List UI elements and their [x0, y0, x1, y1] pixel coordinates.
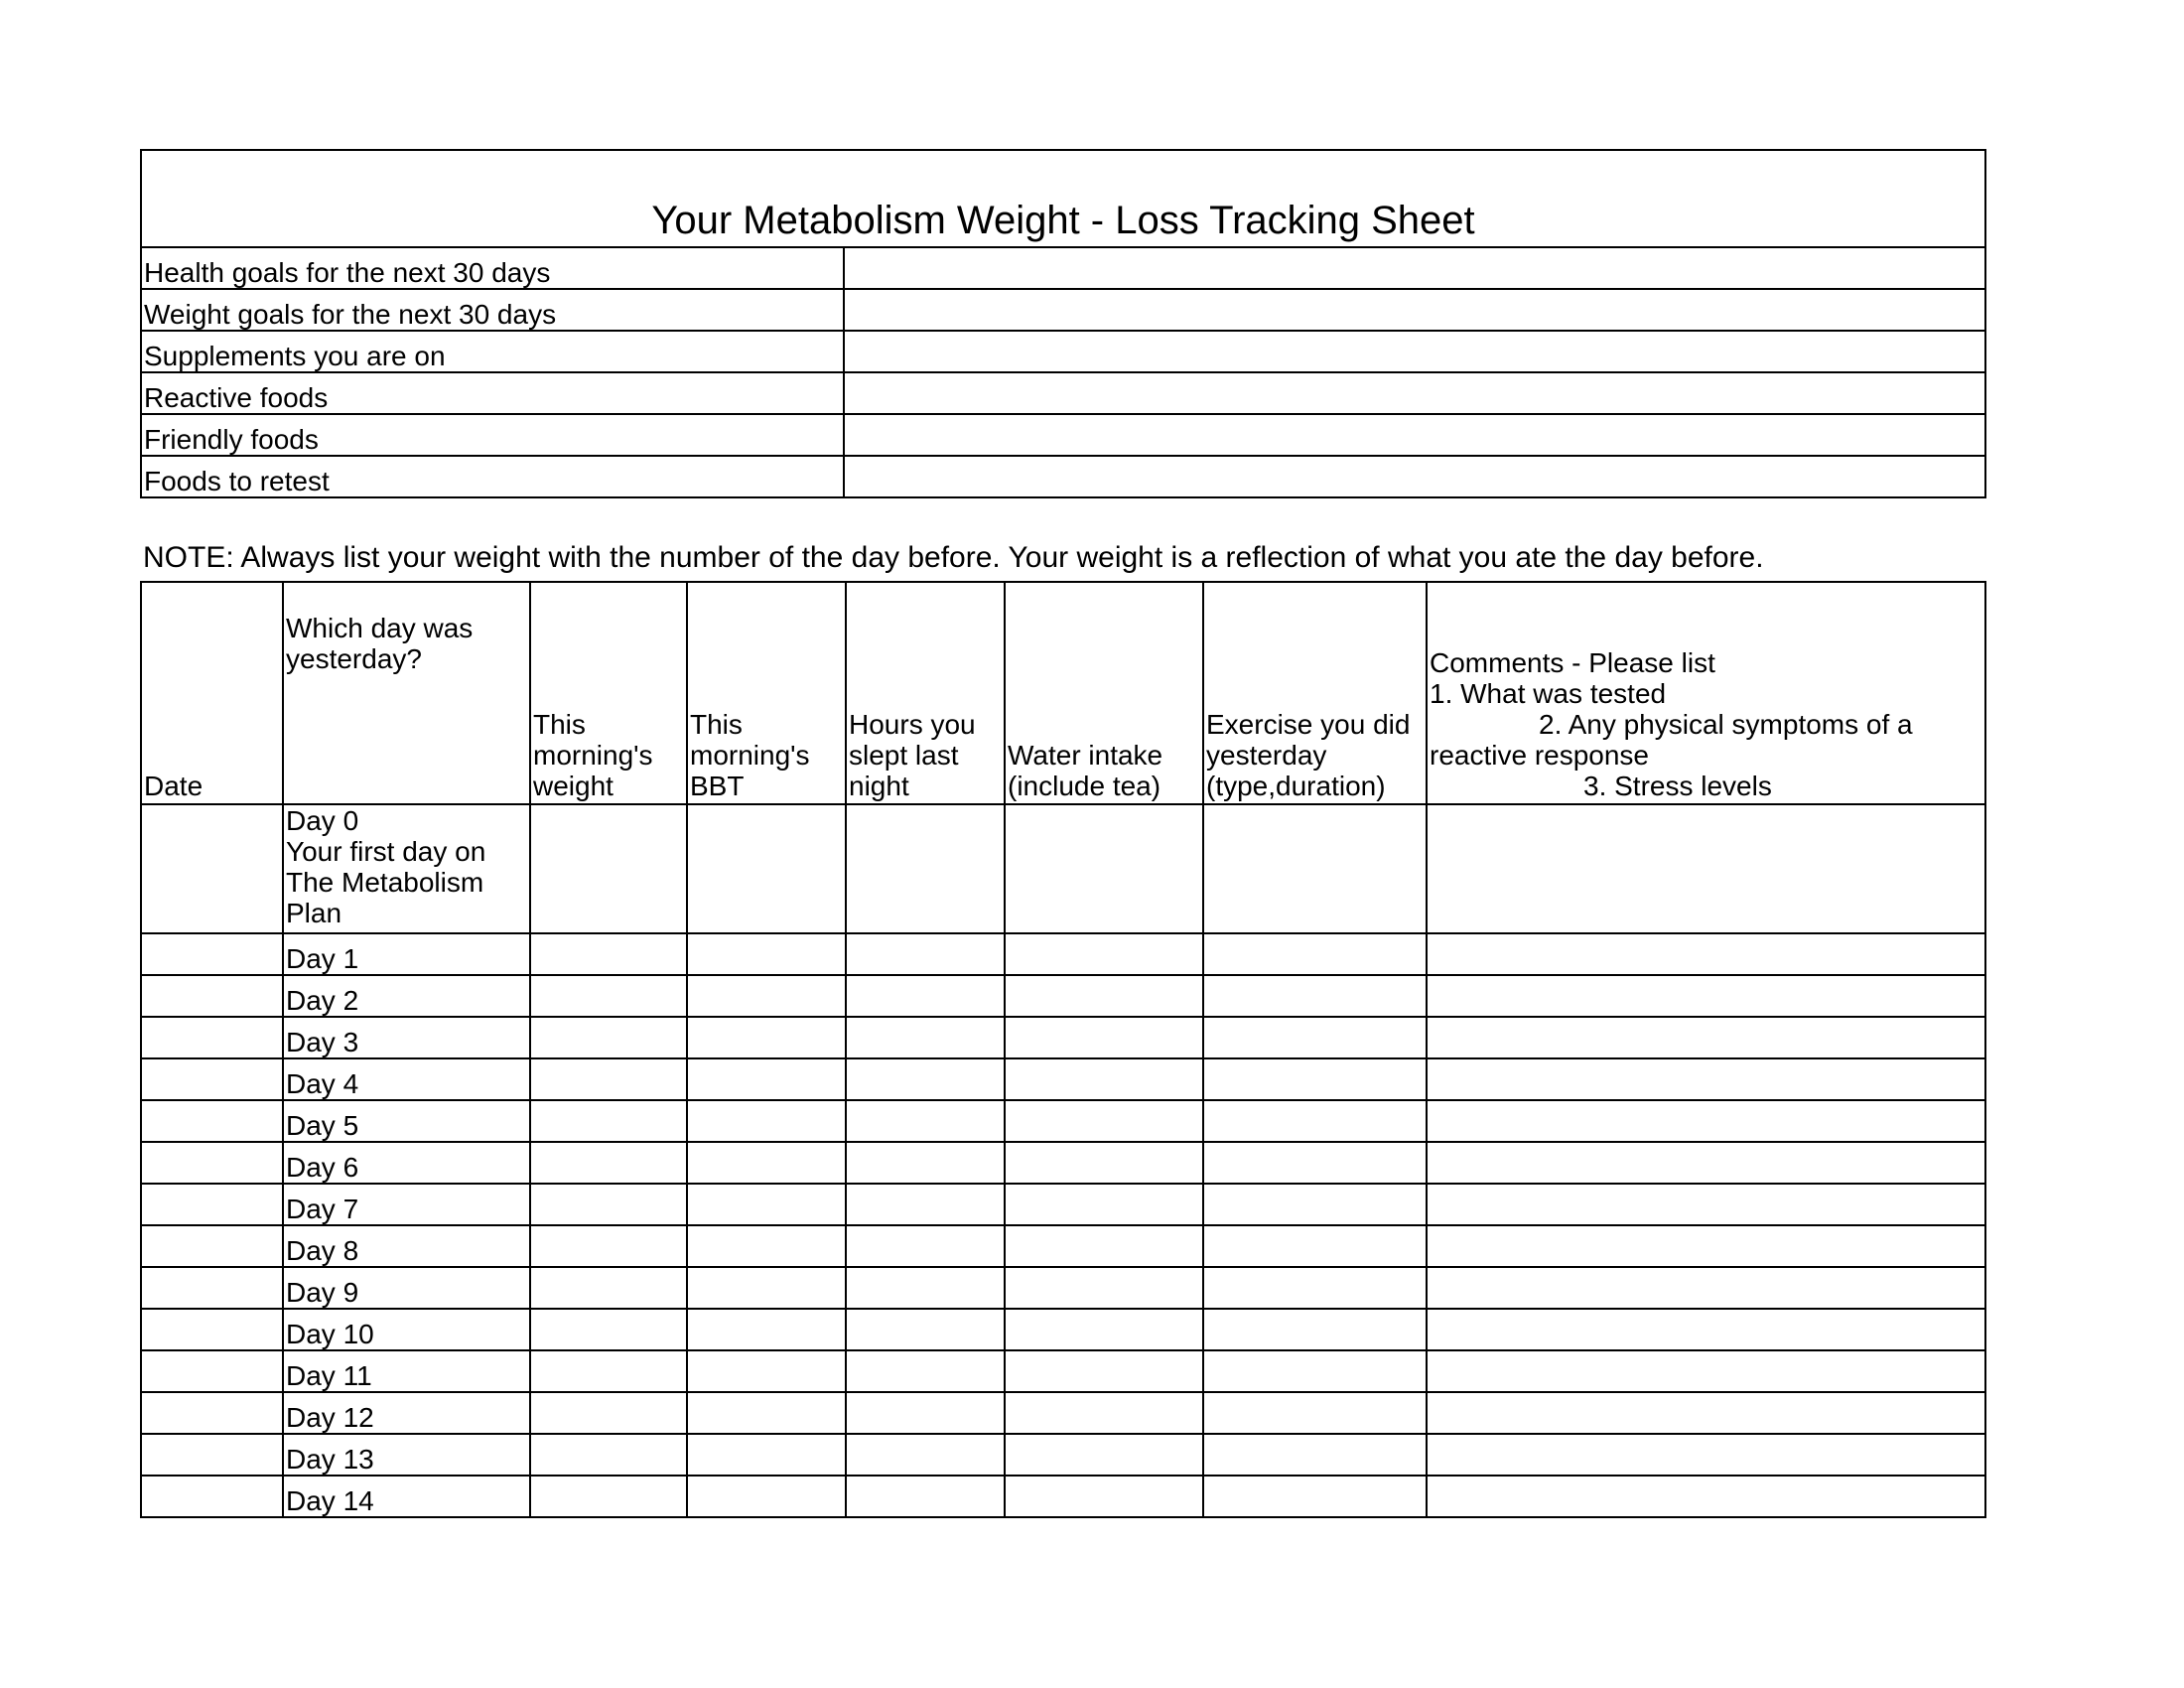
comments-cell[interactable] [1427, 1225, 1985, 1267]
header-comments-line: reactive response [1430, 740, 1650, 771]
comments-cell[interactable] [1427, 1309, 1985, 1350]
header-which-day-line: Which day was [286, 613, 474, 643]
comments-cell[interactable] [1427, 1350, 1985, 1392]
bbt-cell[interactable] [687, 1434, 846, 1476]
goal-row [141, 372, 1985, 414]
water-cell[interactable] [1005, 1058, 1203, 1100]
table-row [141, 1225, 1985, 1267]
sleep-cell[interactable] [846, 1142, 1005, 1184]
header-water [1005, 582, 1203, 804]
weight-cell[interactable] [530, 1267, 687, 1309]
comments-cell[interactable] [1427, 1434, 1985, 1476]
water-cell[interactable] [1005, 1434, 1203, 1476]
date-cell[interactable] [141, 1225, 283, 1267]
which-day-cell: Day 6 [283, 1142, 530, 1184]
comments-cell[interactable] [1427, 1142, 1985, 1184]
goals-table [140, 149, 1986, 498]
goal-label: Supplements you are on [141, 331, 844, 372]
which-day-cell: Day 7 [283, 1184, 530, 1225]
goal-label: Foods to retest [141, 456, 844, 497]
goal-row [141, 456, 1985, 497]
header-comments-line: 2. Any physical symptoms of a [1539, 709, 1913, 740]
bbt-cell[interactable] [687, 1309, 846, 1350]
weight-cell[interactable] [530, 1058, 687, 1100]
header-sleep [846, 582, 1005, 804]
sleep-cell[interactable] [846, 975, 1005, 1017]
header-bbt [687, 582, 846, 804]
water-cell[interactable] [1005, 1142, 1203, 1184]
header-sleep-line: Hours you [849, 709, 976, 740]
sleep-cell[interactable] [846, 1392, 1005, 1434]
header-which-day [283, 582, 530, 804]
water-cell[interactable] [1005, 1100, 1203, 1142]
bbt-cell[interactable] [687, 1350, 846, 1392]
goal-value-field[interactable] [844, 289, 1985, 331]
date-cell[interactable] [141, 933, 283, 975]
bbt-cell[interactable] [687, 1017, 846, 1058]
exercise-cell[interactable] [1203, 1225, 1427, 1267]
bbt-cell[interactable] [687, 1225, 846, 1267]
header-row [141, 582, 1985, 804]
date-cell[interactable] [141, 804, 283, 933]
which-day-cell: Day 5 [283, 1100, 530, 1142]
date-cell[interactable] [141, 1100, 283, 1142]
which-day-cell: Day 4 [283, 1058, 530, 1100]
table-row [141, 1017, 1985, 1058]
goal-value-field[interactable] [844, 372, 1985, 414]
which-day-cell: Day 13 [283, 1434, 530, 1476]
note-text-container [140, 498, 1984, 581]
goal-row [141, 289, 1985, 331]
header-weight [530, 582, 687, 804]
goal-value-field[interactable] [844, 247, 1985, 289]
table-row [141, 1058, 1985, 1100]
comments-cell[interactable] [1427, 933, 1985, 975]
weight-cell[interactable] [530, 1100, 687, 1142]
date-cell[interactable] [141, 1017, 283, 1058]
table-row [141, 1392, 1985, 1434]
which-day-cell: Day 10 [283, 1309, 530, 1350]
day0-line: The Metabolism [286, 867, 484, 898]
sleep-cell[interactable] [846, 804, 1005, 933]
date-cell[interactable] [141, 1058, 283, 1100]
sleep-cell[interactable] [846, 933, 1005, 975]
water-cell[interactable] [1005, 1017, 1203, 1058]
weight-cell[interactable] [530, 1434, 687, 1476]
exercise-cell[interactable] [1203, 1184, 1427, 1225]
goal-label: Health goals for the next 30 days [141, 247, 844, 289]
which-day-cell: Day 8 [283, 1225, 530, 1267]
goal-row [141, 331, 1985, 372]
table-row [141, 933, 1985, 975]
water-cell[interactable] [1005, 1184, 1203, 1225]
exercise-cell[interactable] [1203, 804, 1427, 933]
water-cell[interactable] [1005, 975, 1203, 1017]
which-day-cell: Day 2 [283, 975, 530, 1017]
header-weight-line: morning's [533, 740, 653, 771]
header-comments-line: Comments - Please list [1430, 647, 1715, 678]
sleep-cell[interactable] [846, 1434, 1005, 1476]
comments-cell[interactable] [1427, 1100, 1985, 1142]
which-day-cell: Day 11 [283, 1350, 530, 1392]
sleep-cell[interactable] [846, 1225, 1005, 1267]
exercise-cell[interactable] [1203, 1350, 1427, 1392]
table-row [141, 1434, 1985, 1476]
exercise-cell[interactable] [1203, 1100, 1427, 1142]
date-cell[interactable] [141, 1267, 283, 1309]
header-bbt-line: BBT [690, 771, 745, 801]
weight-cell[interactable] [530, 1184, 687, 1225]
weight-cell[interactable] [530, 975, 687, 1017]
comments-cell[interactable] [1427, 804, 1985, 933]
header-exercise-line: (type,duration) [1206, 771, 1386, 801]
comments-cell[interactable] [1427, 1392, 1985, 1434]
exercise-cell[interactable] [1203, 1267, 1427, 1309]
header-weight-line: This [533, 709, 586, 740]
sleep-cell[interactable] [846, 1476, 1005, 1517]
daily-log-table [140, 581, 1986, 1518]
exercise-cell[interactable] [1203, 1392, 1427, 1434]
date-cell[interactable] [141, 975, 283, 1017]
weight-cell[interactable] [530, 1392, 687, 1434]
water-cell[interactable] [1005, 933, 1203, 975]
header-bbt-line: This [690, 709, 743, 740]
date-cell[interactable] [141, 1309, 283, 1350]
which-day-cell: Day 14 [283, 1476, 530, 1517]
day0-line: Your first day on [286, 836, 486, 867]
bbt-cell[interactable] [687, 975, 846, 1017]
which-day-cell: Day 3 [283, 1017, 530, 1058]
sleep-cell[interactable] [846, 1058, 1005, 1100]
water-cell[interactable] [1005, 1267, 1203, 1309]
table-row [141, 975, 1985, 1017]
exercise-cell[interactable] [1203, 1476, 1427, 1517]
bbt-cell[interactable] [687, 933, 846, 975]
weight-cell[interactable] [530, 1225, 687, 1267]
date-cell[interactable] [141, 1142, 283, 1184]
bbt-cell[interactable] [687, 1184, 846, 1225]
bbt-cell[interactable] [687, 1100, 846, 1142]
exercise-cell[interactable] [1203, 1017, 1427, 1058]
goal-value-field[interactable] [844, 456, 1985, 497]
comments-cell[interactable] [1427, 1476, 1985, 1517]
sleep-cell[interactable] [846, 1267, 1005, 1309]
goal-label: Reactive foods [141, 372, 844, 414]
date-cell[interactable] [141, 1392, 283, 1434]
bbt-cell[interactable] [687, 1392, 846, 1434]
date-cell[interactable] [141, 1350, 283, 1392]
header-comments-line: 3. Stress levels [1583, 771, 1772, 801]
water-cell[interactable] [1005, 1309, 1203, 1350]
header-date: Date [141, 582, 283, 804]
comments-cell[interactable] [1427, 1184, 1985, 1225]
water-cell[interactable] [1005, 1350, 1203, 1392]
exercise-cell[interactable] [1203, 1058, 1427, 1100]
sleep-cell[interactable] [846, 1100, 1005, 1142]
table-row [141, 1100, 1985, 1142]
bbt-cell[interactable] [687, 1058, 846, 1100]
weight-cell[interactable] [530, 933, 687, 975]
table-row [141, 1267, 1985, 1309]
header-sleep-line: slept last [849, 740, 959, 771]
exercise-cell[interactable] [1203, 975, 1427, 1017]
note-text: NOTE: Always list your weight with the number of the day before. Your weight is a reflection of what you ate the day before. [143, 541, 1764, 574]
weight-cell[interactable] [530, 1017, 687, 1058]
comments-cell[interactable] [1427, 1267, 1985, 1309]
day0-line: Day 0 [286, 805, 359, 836]
bbt-cell[interactable] [687, 1267, 846, 1309]
sleep-cell[interactable] [846, 1017, 1005, 1058]
sleep-cell[interactable] [846, 1184, 1005, 1225]
which-day-cell: Day 12 [283, 1392, 530, 1434]
tracking-sheet [140, 149, 1984, 1518]
water-cell[interactable] [1005, 1392, 1203, 1434]
header-sleep-line: night [849, 771, 909, 801]
date-cell[interactable] [141, 1184, 283, 1225]
header-exercise-line: yesterday [1206, 740, 1327, 771]
sleep-cell[interactable] [846, 1309, 1005, 1350]
comments-cell[interactable] [1427, 975, 1985, 1017]
weight-cell[interactable] [530, 1142, 687, 1184]
bbt-cell[interactable] [687, 804, 846, 933]
table-row [141, 1184, 1985, 1225]
weight-cell[interactable] [530, 1350, 687, 1392]
comments-cell[interactable] [1427, 1017, 1985, 1058]
exercise-cell[interactable] [1203, 1309, 1427, 1350]
goal-value-field[interactable] [844, 331, 1985, 372]
which-day-cell: Day 9 [283, 1267, 530, 1309]
goal-value-field[interactable] [844, 414, 1985, 456]
weight-cell[interactable] [530, 1476, 687, 1517]
table-row [141, 1350, 1985, 1392]
header-comments [1427, 582, 1985, 804]
header-comments-line: 1. What was tested [1430, 678, 1667, 709]
table-row-day-0 [141, 804, 1985, 933]
header-bbt-line: morning's [690, 740, 810, 771]
header-which-day-line: yesterday? [286, 643, 422, 674]
weight-cell[interactable] [530, 804, 687, 933]
weight-cell[interactable] [530, 1309, 687, 1350]
exercise-cell[interactable] [1203, 1434, 1427, 1476]
exercise-cell[interactable] [1203, 1142, 1427, 1184]
page-title: Your Metabolism Weight - Loss Tracking Sheet [141, 150, 1985, 247]
exercise-cell[interactable] [1203, 933, 1427, 975]
which-day-cell: Day 1 [283, 933, 530, 975]
comments-cell[interactable] [1427, 1058, 1985, 1100]
header-water-line: (include tea) [1008, 771, 1161, 801]
header-weight-line: weight [533, 771, 614, 801]
goal-row [141, 247, 1985, 289]
header-exercise-line: Exercise you did [1206, 709, 1411, 740]
goal-row [141, 414, 1985, 456]
bbt-cell[interactable] [687, 1142, 846, 1184]
table-row [141, 1476, 1985, 1517]
goal-label: Friendly foods [141, 414, 844, 456]
goal-label: Weight goals for the next 30 days [141, 289, 844, 331]
water-cell[interactable] [1005, 1476, 1203, 1517]
table-row [141, 1309, 1985, 1350]
date-cell[interactable] [141, 1434, 283, 1476]
water-cell[interactable] [1005, 1225, 1203, 1267]
which-day-cell [283, 804, 530, 933]
bbt-cell[interactable] [687, 1476, 846, 1517]
sleep-cell[interactable] [846, 1350, 1005, 1392]
day0-line: Plan [286, 898, 342, 928]
table-row [141, 1142, 1985, 1184]
date-cell[interactable] [141, 1476, 283, 1517]
water-cell[interactable] [1005, 804, 1203, 933]
header-water-line: Water intake [1008, 740, 1163, 771]
header-exercise [1203, 582, 1427, 804]
